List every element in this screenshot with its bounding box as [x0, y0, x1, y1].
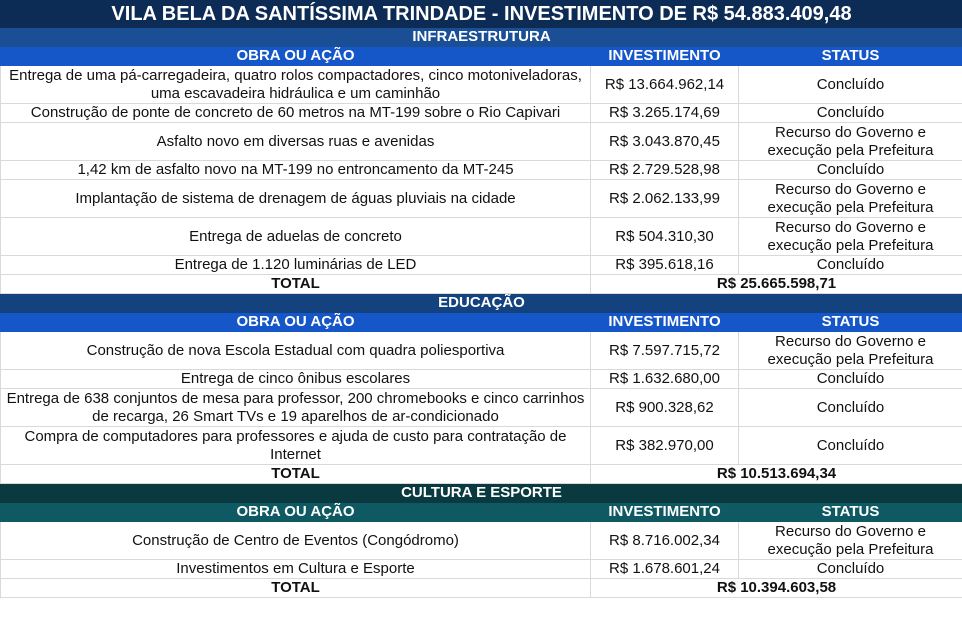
status-cell: Concluído — [739, 256, 962, 275]
status-cell: Recurso do Governo e execução pela Prefeitura — [739, 180, 962, 218]
investimento-cell: R$ 1.632.680,00 — [591, 370, 739, 389]
table-row — [1, 370, 962, 389]
column-header-investimento: INVESTIMENTO — [591, 503, 739, 522]
page-title: VILA BELA DA SANTÍSSIMA TRINDADE - INVESTIMENTO DE R$ 54.883.409,48 — [1, 1, 962, 28]
total-value: R$ 10.513.694,34 — [591, 465, 962, 484]
table-row — [1, 104, 962, 123]
table-row — [1, 123, 962, 161]
investimento-cell: R$ 382.970,00 — [591, 427, 739, 465]
obra-cell: Construção de nova Escola Estadual com quadra poliesportiva — [1, 332, 591, 370]
investimento-cell: R$ 2.062.133,99 — [591, 180, 739, 218]
section-title-educacao: EDUCAÇÃO — [1, 294, 962, 313]
table-row — [1, 180, 962, 218]
table-row — [1, 389, 962, 427]
obra-cell: 1,42 km de asfalto novo na MT-199 no entroncamento da MT-245 — [1, 161, 591, 180]
obra-cell: Entrega de 638 conjuntos de mesa para professor, 200 chromebooks e cinco carrinhos de recarga, 26 Smart TVs e 19 aparelhos de ar-condicionado — [1, 389, 591, 427]
status-cell: Concluído — [739, 104, 962, 123]
status-cell: Concluído — [739, 66, 962, 104]
investimento-cell: R$ 3.265.174,69 — [591, 104, 739, 123]
table-row — [1, 560, 962, 579]
obra-cell: Investimentos em Cultura e Esporte — [1, 560, 591, 579]
total-label: TOTAL — [1, 275, 591, 294]
obra-cell: Asfalto novo em diversas ruas e avenidas — [1, 123, 591, 161]
column-header-status: STATUS — [739, 503, 962, 522]
column-header-obra: OBRA OU AÇÃO — [1, 503, 591, 522]
investimento-cell: R$ 13.664.962,14 — [591, 66, 739, 104]
table-row — [1, 332, 962, 370]
obra-cell: Entrega de cinco ônibus escolares — [1, 370, 591, 389]
table-row — [1, 427, 962, 465]
investimento-cell: R$ 1.678.601,24 — [591, 560, 739, 579]
status-cell: Recurso do Governo e execução pela Prefeitura — [739, 522, 962, 560]
status-cell: Recurso do Governo e execução pela Prefeitura — [739, 218, 962, 256]
table-row — [1, 218, 962, 256]
obra-cell: Entrega de 1.120 luminárias de LED — [1, 256, 591, 275]
total-value: R$ 25.665.598,71 — [591, 275, 962, 294]
column-header-obra: OBRA OU AÇÃO — [1, 313, 591, 332]
total-value: R$ 10.394.603,58 — [591, 579, 962, 598]
investimento-cell: R$ 3.043.870,45 — [591, 123, 739, 161]
column-header-status: STATUS — [739, 313, 962, 332]
status-cell: Concluído — [739, 389, 962, 427]
status-cell: Recurso do Governo e execução pela Prefeitura — [739, 123, 962, 161]
investimento-cell: R$ 8.716.002,34 — [591, 522, 739, 560]
obra-cell: Construção de Centro de Eventos (Congódromo) — [1, 522, 591, 560]
investimento-cell: R$ 900.328,62 — [591, 389, 739, 427]
investimento-cell: R$ 2.729.528,98 — [591, 161, 739, 180]
status-cell: Concluído — [739, 560, 962, 579]
obra-cell: Implantação de sistema de drenagem de águas pluviais na cidade — [1, 180, 591, 218]
column-header-obra: OBRA OU AÇÃO — [1, 47, 591, 66]
column-header-status: STATUS — [739, 47, 962, 66]
obra-cell: Entrega de aduelas de concreto — [1, 218, 591, 256]
table-row — [1, 256, 962, 275]
investimento-cell: R$ 7.597.715,72 — [591, 332, 739, 370]
status-cell: Concluído — [739, 161, 962, 180]
total-row — [1, 275, 962, 294]
obra-cell: Compra de computadores para professores e ajuda de custo para contratação de Internet — [1, 427, 591, 465]
status-cell: Concluído — [739, 370, 962, 389]
total-row — [1, 579, 962, 598]
status-cell: Recurso do Governo e execução pela Prefeitura — [739, 332, 962, 370]
section-title-infraestrutura: INFRAESTRUTURA — [1, 28, 962, 47]
column-header-investimento: INVESTIMENTO — [591, 47, 739, 66]
column-header-investimento: INVESTIMENTO — [591, 313, 739, 332]
table-row — [1, 522, 962, 560]
total-label: TOTAL — [1, 465, 591, 484]
section-title-cultura-esporte: CULTURA E ESPORTE — [1, 484, 962, 503]
investimento-cell: R$ 395.618,16 — [591, 256, 739, 275]
total-row — [1, 465, 962, 484]
table-row — [1, 161, 962, 180]
table-row — [1, 66, 962, 104]
obra-cell: Construção de ponte de concreto de 60 metros na MT-199 sobre o Rio Capivari — [1, 104, 591, 123]
investimento-cell: R$ 504.310,30 — [591, 218, 739, 256]
total-label: TOTAL — [1, 579, 591, 598]
status-cell: Concluído — [739, 427, 962, 465]
obra-cell: Entrega de uma pá-carregadeira, quatro rolos compactadores, cinco motoniveladoras, uma escavadeira hidráulica e um caminhão — [1, 66, 591, 104]
